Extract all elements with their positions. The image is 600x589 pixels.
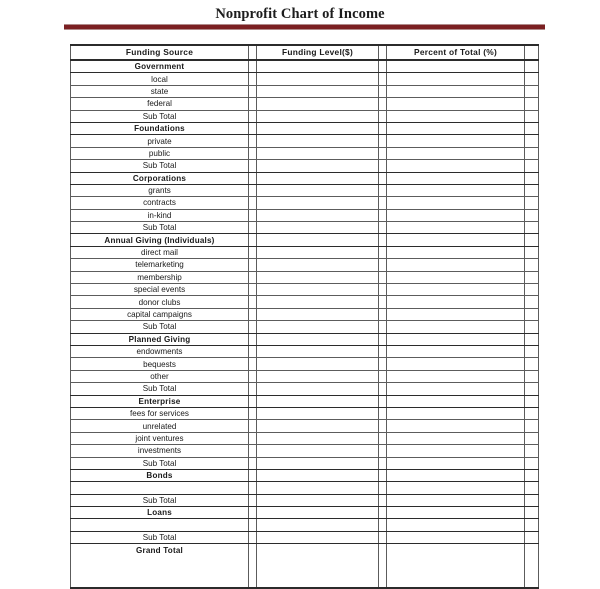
row-gap-2	[379, 445, 387, 457]
row-gap-1	[249, 209, 257, 221]
row-gap-1	[249, 234, 257, 246]
percent-of-total-input-cell[interactable]	[387, 383, 525, 395]
table-header	[71, 45, 539, 60]
row-gap-2	[379, 407, 387, 419]
row-gap-3	[525, 345, 539, 357]
funding-level-input-cell[interactable]	[257, 469, 379, 481]
row-gap-2	[379, 469, 387, 481]
table-row	[71, 259, 539, 271]
table-row	[71, 469, 539, 481]
row-gap-2	[379, 60, 387, 73]
percent-of-total-input-cell[interactable]	[387, 246, 525, 258]
row-gap-2	[379, 110, 387, 122]
row-gap-3	[525, 234, 539, 246]
row-gap-3	[525, 222, 539, 234]
row-gap-3	[525, 544, 539, 589]
row-label: Sub Total	[71, 457, 249, 469]
row-label: membership	[71, 271, 249, 283]
funding-level-input-cell[interactable]	[257, 432, 379, 444]
row-gap-1	[249, 147, 257, 159]
row-gap-1	[249, 271, 257, 283]
table-row	[71, 333, 539, 345]
row-label: other	[71, 370, 249, 382]
row-gap-3	[525, 209, 539, 221]
row-gap-3	[525, 370, 539, 382]
row-gap-1	[249, 420, 257, 432]
row-gap-2	[379, 147, 387, 159]
percent-of-total-input-cell[interactable]	[387, 358, 525, 370]
row-gap-2	[379, 544, 387, 589]
funding-level-input-cell[interactable]	[257, 308, 379, 320]
funding-level-input-cell[interactable]	[257, 321, 379, 333]
funding-level-input-cell[interactable]	[257, 73, 379, 85]
row-gap-1	[249, 383, 257, 395]
funding-level-input-cell[interactable]	[257, 234, 379, 246]
row-gap-3	[525, 420, 539, 432]
row-label: Corporations	[71, 172, 249, 184]
row-gap-1	[249, 222, 257, 234]
percent-of-total-input-cell[interactable]	[387, 284, 525, 296]
table-row	[71, 147, 539, 159]
row-label: Sub Total	[71, 110, 249, 122]
row-gap-3	[525, 383, 539, 395]
funding-level-input-cell[interactable]	[257, 383, 379, 395]
row-gap-3	[525, 432, 539, 444]
funding-level-input-cell[interactable]	[257, 209, 379, 221]
table-row	[71, 246, 539, 258]
percent-of-total-input-cell[interactable]	[387, 73, 525, 85]
funding-level-input-cell[interactable]	[257, 420, 379, 432]
row-gap-2	[379, 457, 387, 469]
column-header-percent-of-total: Percent of Total (%)	[387, 45, 525, 60]
row-gap-3	[525, 321, 539, 333]
percent-of-total-input-cell[interactable]	[387, 507, 525, 519]
row-gap-1	[249, 358, 257, 370]
row-gap-2	[379, 209, 387, 221]
table-row	[71, 383, 539, 395]
table-body	[71, 60, 539, 588]
table-row	[71, 172, 539, 184]
table-row	[71, 296, 539, 308]
funding-level-input-cell[interactable]	[257, 135, 379, 147]
percent-of-total-input-cell[interactable]	[387, 333, 525, 345]
funding-level-input-cell[interactable]	[257, 519, 379, 531]
row-label: local	[71, 73, 249, 85]
percent-of-total-input-cell[interactable]	[387, 60, 525, 73]
percent-of-total-input-cell[interactable]	[387, 370, 525, 382]
row-gap-1	[249, 395, 257, 407]
funding-level-input-cell[interactable]	[257, 296, 379, 308]
row-gap-3	[525, 73, 539, 85]
row-label: Sub Total	[71, 160, 249, 172]
table-row	[71, 110, 539, 122]
table-row	[71, 98, 539, 110]
column-header-gap-2	[379, 45, 387, 60]
funding-level-input-cell[interactable]	[257, 110, 379, 122]
table-row	[71, 432, 539, 444]
table-row	[71, 358, 539, 370]
percent-of-total-input-cell[interactable]	[387, 308, 525, 320]
row-gap-1	[249, 85, 257, 97]
table-row	[71, 184, 539, 196]
percent-of-total-input-cell[interactable]	[387, 407, 525, 419]
percent-of-total-input-cell[interactable]	[387, 544, 525, 589]
funding-level-input-cell[interactable]	[257, 222, 379, 234]
row-gap-3	[525, 308, 539, 320]
row-gap-3	[525, 271, 539, 283]
row-label: donor clubs	[71, 296, 249, 308]
row-label: contracts	[71, 197, 249, 209]
row-gap-2	[379, 184, 387, 196]
row-gap-1	[249, 184, 257, 196]
funding-level-input-cell[interactable]	[257, 160, 379, 172]
row-gap-3	[525, 358, 539, 370]
row-label: fees for services	[71, 407, 249, 419]
row-gap-3	[525, 122, 539, 134]
row-gap-3	[525, 135, 539, 147]
table-row	[71, 519, 539, 531]
percent-of-total-input-cell[interactable]	[387, 197, 525, 209]
table-row	[71, 494, 539, 506]
table-row	[71, 531, 539, 543]
row-gap-3	[525, 259, 539, 271]
row-gap-1	[249, 172, 257, 184]
row-gap-1	[249, 457, 257, 469]
table-row	[71, 160, 539, 172]
percent-of-total-input-cell[interactable]	[387, 110, 525, 122]
percent-of-total-input-cell[interactable]	[387, 222, 525, 234]
row-gap-2	[379, 197, 387, 209]
row-gap-1	[249, 284, 257, 296]
percent-of-total-input-cell[interactable]	[387, 135, 525, 147]
table-row	[71, 395, 539, 407]
row-label: Annual Giving (Individuals)	[71, 234, 249, 246]
column-header-gap-1	[249, 45, 257, 60]
row-gap-3	[525, 519, 539, 531]
percent-of-total-input-cell[interactable]	[387, 172, 525, 184]
row-gap-1	[249, 507, 257, 519]
funding-level-input-cell[interactable]	[257, 184, 379, 196]
funding-level-input-cell[interactable]	[257, 370, 379, 382]
table-row	[71, 73, 539, 85]
table-header-row	[71, 45, 539, 60]
percent-of-total-input-cell[interactable]	[387, 98, 525, 110]
table-row	[71, 271, 539, 283]
row-gap-2	[379, 98, 387, 110]
row-gap-2	[379, 358, 387, 370]
row-gap-1	[249, 296, 257, 308]
percent-of-total-input-cell[interactable]	[387, 531, 525, 543]
row-gap-3	[525, 147, 539, 159]
funding-level-input-cell[interactable]	[257, 482, 379, 494]
percent-of-total-input-cell[interactable]	[387, 420, 525, 432]
row-gap-2	[379, 271, 387, 283]
percent-of-total-input-cell[interactable]	[387, 469, 525, 481]
funding-level-input-cell[interactable]	[257, 345, 379, 357]
row-label: Foundations	[71, 122, 249, 134]
funding-level-input-cell[interactable]	[257, 457, 379, 469]
row-gap-3	[525, 494, 539, 506]
row-gap-1	[249, 445, 257, 457]
row-gap-2	[379, 370, 387, 382]
row-label: special events	[71, 284, 249, 296]
row-label: state	[71, 85, 249, 97]
row-gap-3	[525, 531, 539, 543]
row-gap-3	[525, 85, 539, 97]
row-gap-2	[379, 122, 387, 134]
funding-level-input-cell[interactable]	[257, 85, 379, 97]
row-gap-3	[525, 110, 539, 122]
funding-level-input-cell[interactable]	[257, 246, 379, 258]
row-gap-2	[379, 395, 387, 407]
table-row	[71, 85, 539, 97]
row-label: Sub Total	[71, 383, 249, 395]
percent-of-total-input-cell[interactable]	[387, 234, 525, 246]
row-gap-3	[525, 246, 539, 258]
row-gap-3	[525, 296, 539, 308]
row-gap-3	[525, 407, 539, 419]
percent-of-total-input-cell[interactable]	[387, 519, 525, 531]
row-gap-3	[525, 98, 539, 110]
percent-of-total-input-cell[interactable]	[387, 494, 525, 506]
row-gap-1	[249, 259, 257, 271]
column-header-funding-level: Funding Level($)	[257, 45, 379, 60]
row-gap-3	[525, 482, 539, 494]
row-gap-2	[379, 482, 387, 494]
table-row	[71, 445, 539, 457]
table-row	[71, 222, 539, 234]
row-gap-2	[379, 135, 387, 147]
funding-level-input-cell[interactable]	[257, 544, 379, 589]
row-gap-2	[379, 172, 387, 184]
row-gap-2	[379, 85, 387, 97]
row-gap-2	[379, 383, 387, 395]
funding-level-input-cell[interactable]	[257, 284, 379, 296]
row-gap-3	[525, 60, 539, 73]
row-gap-1	[249, 98, 257, 110]
percent-of-total-input-cell[interactable]	[387, 432, 525, 444]
row-label	[71, 519, 249, 531]
funding-level-input-cell[interactable]	[257, 507, 379, 519]
percent-of-total-input-cell[interactable]	[387, 296, 525, 308]
funding-level-input-cell[interactable]	[257, 122, 379, 134]
row-gap-2	[379, 73, 387, 85]
row-gap-2	[379, 494, 387, 506]
row-label: Sub Total	[71, 494, 249, 506]
income-chart-table	[70, 44, 539, 589]
funding-level-input-cell[interactable]	[257, 60, 379, 73]
percent-of-total-input-cell[interactable]	[387, 85, 525, 97]
row-gap-1	[249, 519, 257, 531]
funding-level-input-cell[interactable]	[257, 98, 379, 110]
row-label: Sub Total	[71, 321, 249, 333]
row-gap-3	[525, 172, 539, 184]
row-gap-2	[379, 507, 387, 519]
row-label: capital campaigns	[71, 308, 249, 320]
row-gap-1	[249, 407, 257, 419]
row-label: unrelated	[71, 420, 249, 432]
funding-level-input-cell[interactable]	[257, 395, 379, 407]
row-gap-1	[249, 197, 257, 209]
row-label: Grand Total	[71, 544, 249, 589]
row-gap-1	[249, 321, 257, 333]
percent-of-total-input-cell[interactable]	[387, 445, 525, 457]
table-row	[71, 482, 539, 494]
page-title: Nonprofit Chart of Income	[215, 6, 385, 22]
row-label: private	[71, 135, 249, 147]
row-label: Planned Giving	[71, 333, 249, 345]
row-gap-2	[379, 246, 387, 258]
percent-of-total-input-cell[interactable]	[387, 321, 525, 333]
row-gap-3	[525, 395, 539, 407]
row-gap-1	[249, 432, 257, 444]
percent-of-total-input-cell[interactable]	[387, 457, 525, 469]
table-row	[71, 544, 539, 589]
row-label	[71, 482, 249, 494]
funding-level-input-cell[interactable]	[257, 271, 379, 283]
row-gap-2	[379, 420, 387, 432]
column-header-gap-3	[525, 45, 539, 60]
row-gap-3	[525, 445, 539, 457]
table-row	[71, 321, 539, 333]
column-header-funding-source: Funding Source	[71, 45, 249, 60]
percent-of-total-input-cell[interactable]	[387, 395, 525, 407]
row-gap-1	[249, 544, 257, 589]
row-label: endowments	[71, 345, 249, 357]
table-row	[71, 507, 539, 519]
row-gap-1	[249, 160, 257, 172]
row-gap-1	[249, 308, 257, 320]
table-row	[71, 234, 539, 246]
funding-level-input-cell[interactable]	[257, 172, 379, 184]
funding-level-input-cell[interactable]	[257, 494, 379, 506]
row-gap-2	[379, 234, 387, 246]
table-row	[71, 135, 539, 147]
row-gap-2	[379, 308, 387, 320]
row-label: Sub Total	[71, 531, 249, 543]
table-row	[71, 209, 539, 221]
row-label: Government	[71, 60, 249, 73]
row-gap-2	[379, 432, 387, 444]
row-gap-2	[379, 321, 387, 333]
row-gap-1	[249, 345, 257, 357]
row-gap-2	[379, 531, 387, 543]
table-row	[71, 457, 539, 469]
row-label: investments	[71, 445, 249, 457]
table-row	[71, 308, 539, 320]
row-gap-3	[525, 507, 539, 519]
row-label: Enterprise	[71, 395, 249, 407]
row-gap-1	[249, 482, 257, 494]
funding-level-input-cell[interactable]	[257, 259, 379, 271]
row-gap-2	[379, 519, 387, 531]
row-gap-1	[249, 370, 257, 382]
row-label: telemarketing	[71, 259, 249, 271]
row-gap-1	[249, 110, 257, 122]
table-row	[71, 60, 539, 73]
row-gap-2	[379, 333, 387, 345]
row-gap-1	[249, 135, 257, 147]
row-label: grants	[71, 184, 249, 196]
table-row	[71, 284, 539, 296]
table-row	[71, 197, 539, 209]
table-row	[71, 122, 539, 134]
row-gap-1	[249, 494, 257, 506]
funding-level-input-cell[interactable]	[257, 445, 379, 457]
row-gap-2	[379, 160, 387, 172]
row-gap-2	[379, 284, 387, 296]
row-gap-2	[379, 345, 387, 357]
row-label: federal	[71, 98, 249, 110]
row-label: in-kind	[71, 209, 249, 221]
percent-of-total-input-cell[interactable]	[387, 160, 525, 172]
row-gap-1	[249, 60, 257, 73]
table-row	[71, 420, 539, 432]
table-row	[71, 345, 539, 357]
funding-level-input-cell[interactable]	[257, 147, 379, 159]
row-gap-1	[249, 73, 257, 85]
row-label: bequests	[71, 358, 249, 370]
row-gap-3	[525, 284, 539, 296]
row-gap-2	[379, 222, 387, 234]
row-label: joint ventures	[71, 432, 249, 444]
row-gap-3	[525, 160, 539, 172]
percent-of-total-input-cell[interactable]	[387, 259, 525, 271]
title-accent-bar	[64, 24, 545, 30]
row-gap-1	[249, 246, 257, 258]
row-gap-3	[525, 184, 539, 196]
row-gap-3	[525, 333, 539, 345]
row-label: public	[71, 147, 249, 159]
table-row	[71, 407, 539, 419]
row-gap-2	[379, 296, 387, 308]
row-gap-3	[525, 469, 539, 481]
percent-of-total-input-cell[interactable]	[387, 147, 525, 159]
row-gap-1	[249, 531, 257, 543]
row-gap-2	[379, 259, 387, 271]
row-label: Bonds	[71, 469, 249, 481]
percent-of-total-input-cell[interactable]	[387, 184, 525, 196]
funding-level-input-cell[interactable]	[257, 407, 379, 419]
row-gap-3	[525, 197, 539, 209]
percent-of-total-input-cell[interactable]	[387, 345, 525, 357]
row-label: Sub Total	[71, 222, 249, 234]
funding-level-input-cell[interactable]	[257, 358, 379, 370]
funding-level-input-cell[interactable]	[257, 333, 379, 345]
percent-of-total-input-cell[interactable]	[387, 209, 525, 221]
row-gap-1	[249, 469, 257, 481]
funding-level-input-cell[interactable]	[257, 197, 379, 209]
row-label: direct mail	[71, 246, 249, 258]
table-row	[71, 370, 539, 382]
percent-of-total-input-cell[interactable]	[387, 271, 525, 283]
row-gap-1	[249, 122, 257, 134]
funding-level-input-cell[interactable]	[257, 531, 379, 543]
row-label: Loans	[71, 507, 249, 519]
row-gap-1	[249, 333, 257, 345]
percent-of-total-input-cell[interactable]	[387, 482, 525, 494]
row-gap-3	[525, 457, 539, 469]
percent-of-total-input-cell[interactable]	[387, 122, 525, 134]
